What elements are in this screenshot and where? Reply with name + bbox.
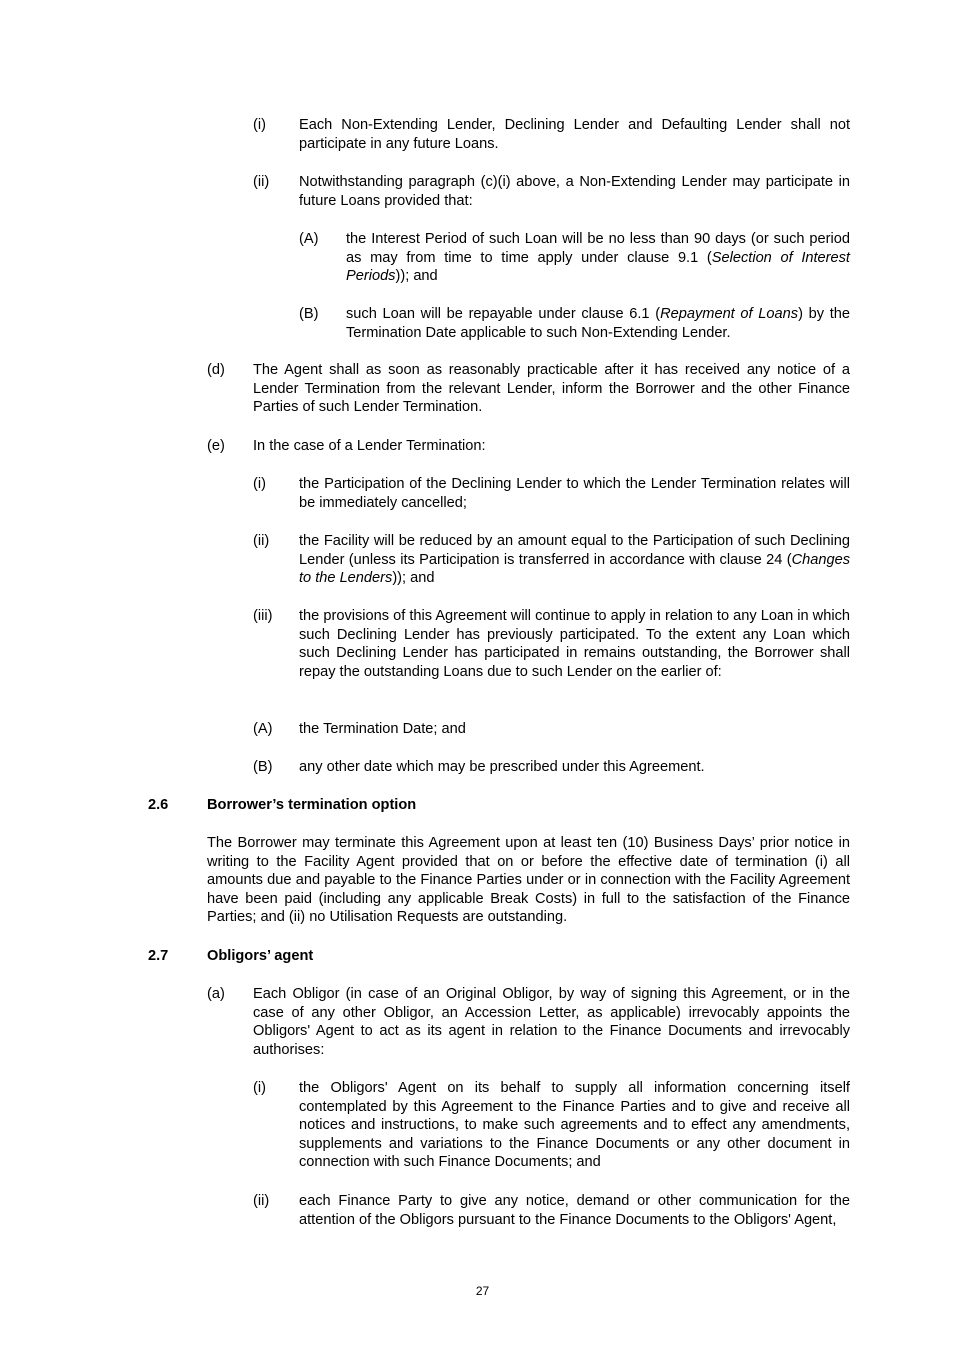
clause-label: (ii) [253,533,270,549]
text-run: Each Obligor (in case of an Original Obligor, by way of signing this Agreement, or in the case of any other Obligor, an Accession Letter, as applicable) irrevocably appoints the Obligors' Agent to act as its agent in relation to the Finance Documents and irrevocably authorises: [253,986,850,1058]
text-run: Borrower’s termination option [207,797,417,813]
italic-reference: Repayment of Loans [660,306,799,322]
section-number: 2.6 [148,797,169,813]
text-run: the Obligors' Agent on its behalf to supply all information concerning itself contemplated by this Agreement to the Finance Parties and to give and receive all notices and instructions, to make such agreements and to effect any amendments, supplements and variations to the Finance Documents or any other document in connection with such Finance Documents; and [299,1080,850,1171]
clause-text [346,230,850,286]
clause-label: (B) [299,306,319,322]
clause-label: (a) [207,986,225,1002]
clause-label: (e) [207,438,225,454]
clause-label: (B) [253,759,273,775]
text-run: In the case of a Lender Termination: [253,438,486,454]
section-heading [207,796,850,815]
page-number: 27 [475,1284,490,1298]
clause-text [299,720,850,739]
clause-text [253,361,850,417]
italic-reference: Changes to the Lenders [299,551,850,587]
clause-text [299,116,850,153]
clause-label: (i) [253,476,266,492]
section-number: 2.7 [148,948,169,964]
clause-text [346,305,850,342]
text-run: The Borrower may terminate this Agreement upon at least ten (10) Business Days’ prior notice in writing to the Facility Agent provided that on or before the effective date of termination (i) all amounts due and payable to the Finance Parties under or in connection with the Facility Agreement have been paid (including any applicable Break Costs) in full to the satisfaction of the Finance Parties; and (ii) no Utilisation Requests are outstanding. [207,835,850,926]
clause-label: (A) [299,231,319,247]
italic-reference: Selection of Interest Periods [346,249,850,285]
section-heading [207,947,850,966]
clause-text [299,532,850,588]
clause-text [299,1192,850,1229]
clause-label: (d) [207,362,225,378]
clause-label: (ii) [253,1193,270,1209]
text-run: )); and [395,268,438,285]
text-run: )); and [392,570,435,587]
text-run: Each Non-Extending Lender, Declining Lender and Defaulting Lender shall not participate in any future Loans. [299,117,850,152]
clause-label: (i) [253,117,266,133]
clause-label: (iii) [253,608,273,624]
text-run: The Agent shall as soon as reasonably practicable after it has received any notice of a Lender Termination from the relevant Lender, inform the Borrower and the other Finance Parties of such Lender Termination. [253,362,850,416]
clause-label: (ii) [253,174,270,190]
text-run: each Finance Party to give any notice, demand or other communication for the attention of the Obligors pursuant to the Finance Documents to the Obligors' Agent, [299,1193,850,1228]
clause-text [299,1079,850,1172]
text-run: such Loan will be repayable under clause 6.1 ( [346,306,661,322]
clause-text [207,834,850,927]
text-run: Notwithstanding paragraph (c)(i) above, a Non-Extending Lender may participate in future Loans provided that: [299,174,850,209]
text-run: ) by the Termination Date applicable to such Non-Extending Lender. [346,306,851,341]
text-run: the Facility will be reduced by an amount equal to the Participation of such Declining Lender (unless its Participation is transferred in accordance with clause 24 ( [299,533,850,568]
text-run: the Termination Date; and [299,721,466,737]
clause-text [299,607,850,681]
text-run: the Participation of the Declining Lender to which the Lender Termination relates will be immediately cancelled; [299,476,850,511]
clause-text [253,437,850,456]
text-run: Obligors’ agent [207,948,314,964]
clause-label: (A) [253,721,273,737]
clause-text [299,173,850,210]
clause-label: (i) [253,1080,266,1096]
text-run: the provisions of this Agreement will continue to apply in relation to any Loan in which such Declining Lender has previously participated. To the extent any Loan which such Declining Lender has participated in remains outstanding, the Borrower shall repay the outstanding Loans due to such Lender on the earlier of: [299,608,850,680]
clause-text [299,758,850,777]
text-run: any other date which may be prescribed under this Agreement. [299,759,705,775]
clause-text [253,985,850,1059]
text-run: the Interest Period of such Loan will be no less than 90 days (or such period as may from time to time apply under clause 9.1 ( [346,231,850,266]
clause-text [299,475,850,512]
